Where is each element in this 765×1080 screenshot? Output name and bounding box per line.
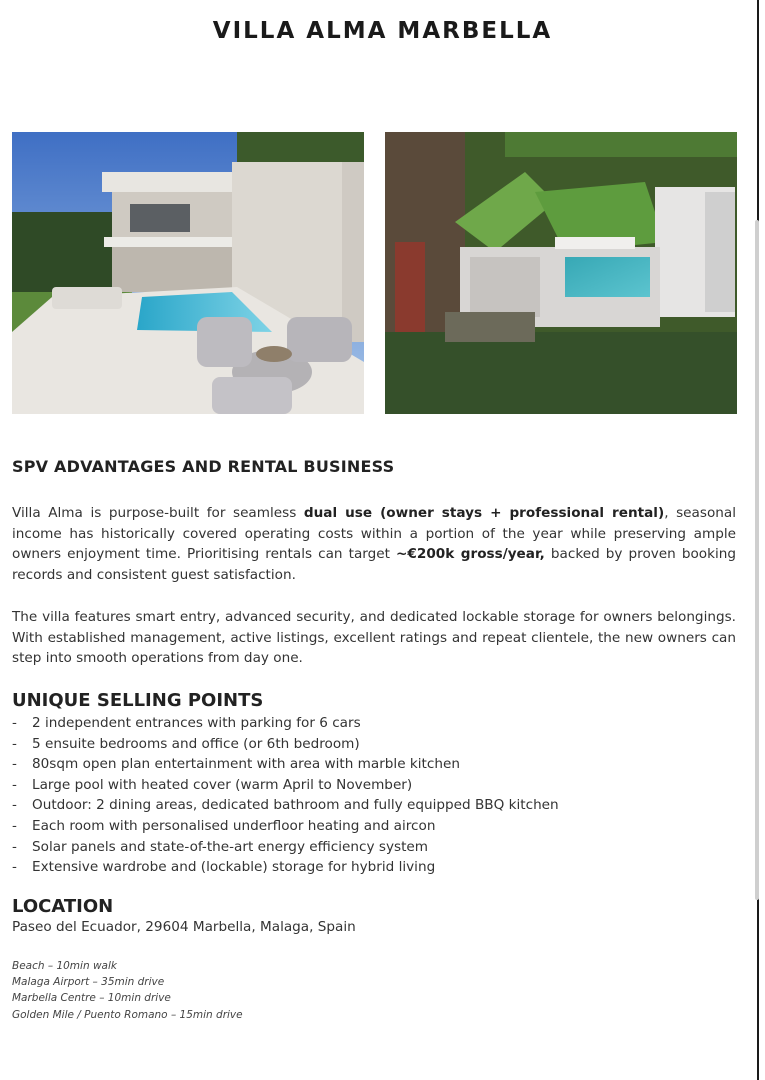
list-item-text: 2 independent entrances with parking for 6 cars <box>32 715 361 731</box>
usp-list <box>12 713 736 878</box>
text-run: backed by proven booking records and consistent guest satisfaction. <box>12 546 737 583</box>
distance-item: Golden Mile / Puento Romano – 15min drive <box>12 1008 243 1021</box>
list-item-text: Solar panels and state-of-the-art energy efficiency system <box>32 838 429 855</box>
section-heading-usp: UNIQUE SELLING POINTS <box>12 690 264 711</box>
dash-bullet: - <box>12 756 17 773</box>
scrollbar[interactable] <box>755 220 759 900</box>
list-item <box>12 816 736 837</box>
bold-text-dual-use: dual use (owner stays + professional rental) <box>303 505 665 521</box>
address-text: Paseo del Ecuador, 29604 Marbella, Malaga, Spain <box>12 919 356 935</box>
paragraph-features: The villa features smart entry, advanced security, and dedicated lockable storage for owners belongings. With established management, active listings, excellent ratings and repeat clientele, the new owners can step into smooth operations from day one. <box>12 609 736 666</box>
dash-bullet: - <box>12 859 17 876</box>
distance-list <box>12 958 243 1023</box>
distance-item: Marbella Centre – 10min drive <box>12 992 171 1005</box>
list-item <box>12 775 736 796</box>
list-item <box>12 857 736 878</box>
dash-bullet: - <box>12 817 17 834</box>
list-item <box>12 713 736 734</box>
distance-item: Beach – 10min walk <box>12 960 117 972</box>
list-item-text: 5 ensuite bedrooms and office (or 6th bedroom) <box>32 735 360 752</box>
list-item <box>12 734 736 755</box>
page-title: VILLA ALMA MARBELLA <box>212 18 553 44</box>
distance-item: Malaga Airport – 35min drive <box>12 976 165 989</box>
aerial-view-photo <box>385 132 737 414</box>
list-item <box>12 754 736 775</box>
text-run: Villa Alma is purpose-built for seamless <box>12 505 304 521</box>
list-item <box>12 837 736 858</box>
list-item-text: Each room with personalised underfloor heating and aircon <box>32 817 436 834</box>
dash-bullet: - <box>12 776 17 793</box>
dash-bullet: - <box>12 715 17 731</box>
section-heading-spv: SPV ADVANTAGES AND RENTAL BUSINESS <box>12 457 395 476</box>
list-item-text: 80sqm open plan entertainment with area with marble kitchen <box>32 756 460 773</box>
paragraph-dual-use <box>12 503 736 585</box>
bold-text-gross-target: ~€200k gross/year, <box>396 546 545 562</box>
dash-bullet: - <box>12 735 17 752</box>
list-item-text: Outdoor: 2 dining areas, dedicated bathroom and fully equipped BBQ kitchen <box>32 797 559 814</box>
list-item <box>12 795 736 816</box>
text-run: , seasonal income has historically covered operating costs within a portion of the year while preserving ample owners enjoyment time. Prioritising rentals can target <box>12 505 736 562</box>
section-heading-location: LOCATION <box>12 896 114 917</box>
villa-exterior-photo <box>12 132 364 414</box>
dash-bullet: - <box>12 838 17 855</box>
list-item-text: Extensive wardrobe and (lockable) storage for hybrid living <box>32 859 436 876</box>
dash-bullet: - <box>12 797 17 814</box>
list-item-text: Large pool with heated cover (warm April to November) <box>32 776 413 793</box>
